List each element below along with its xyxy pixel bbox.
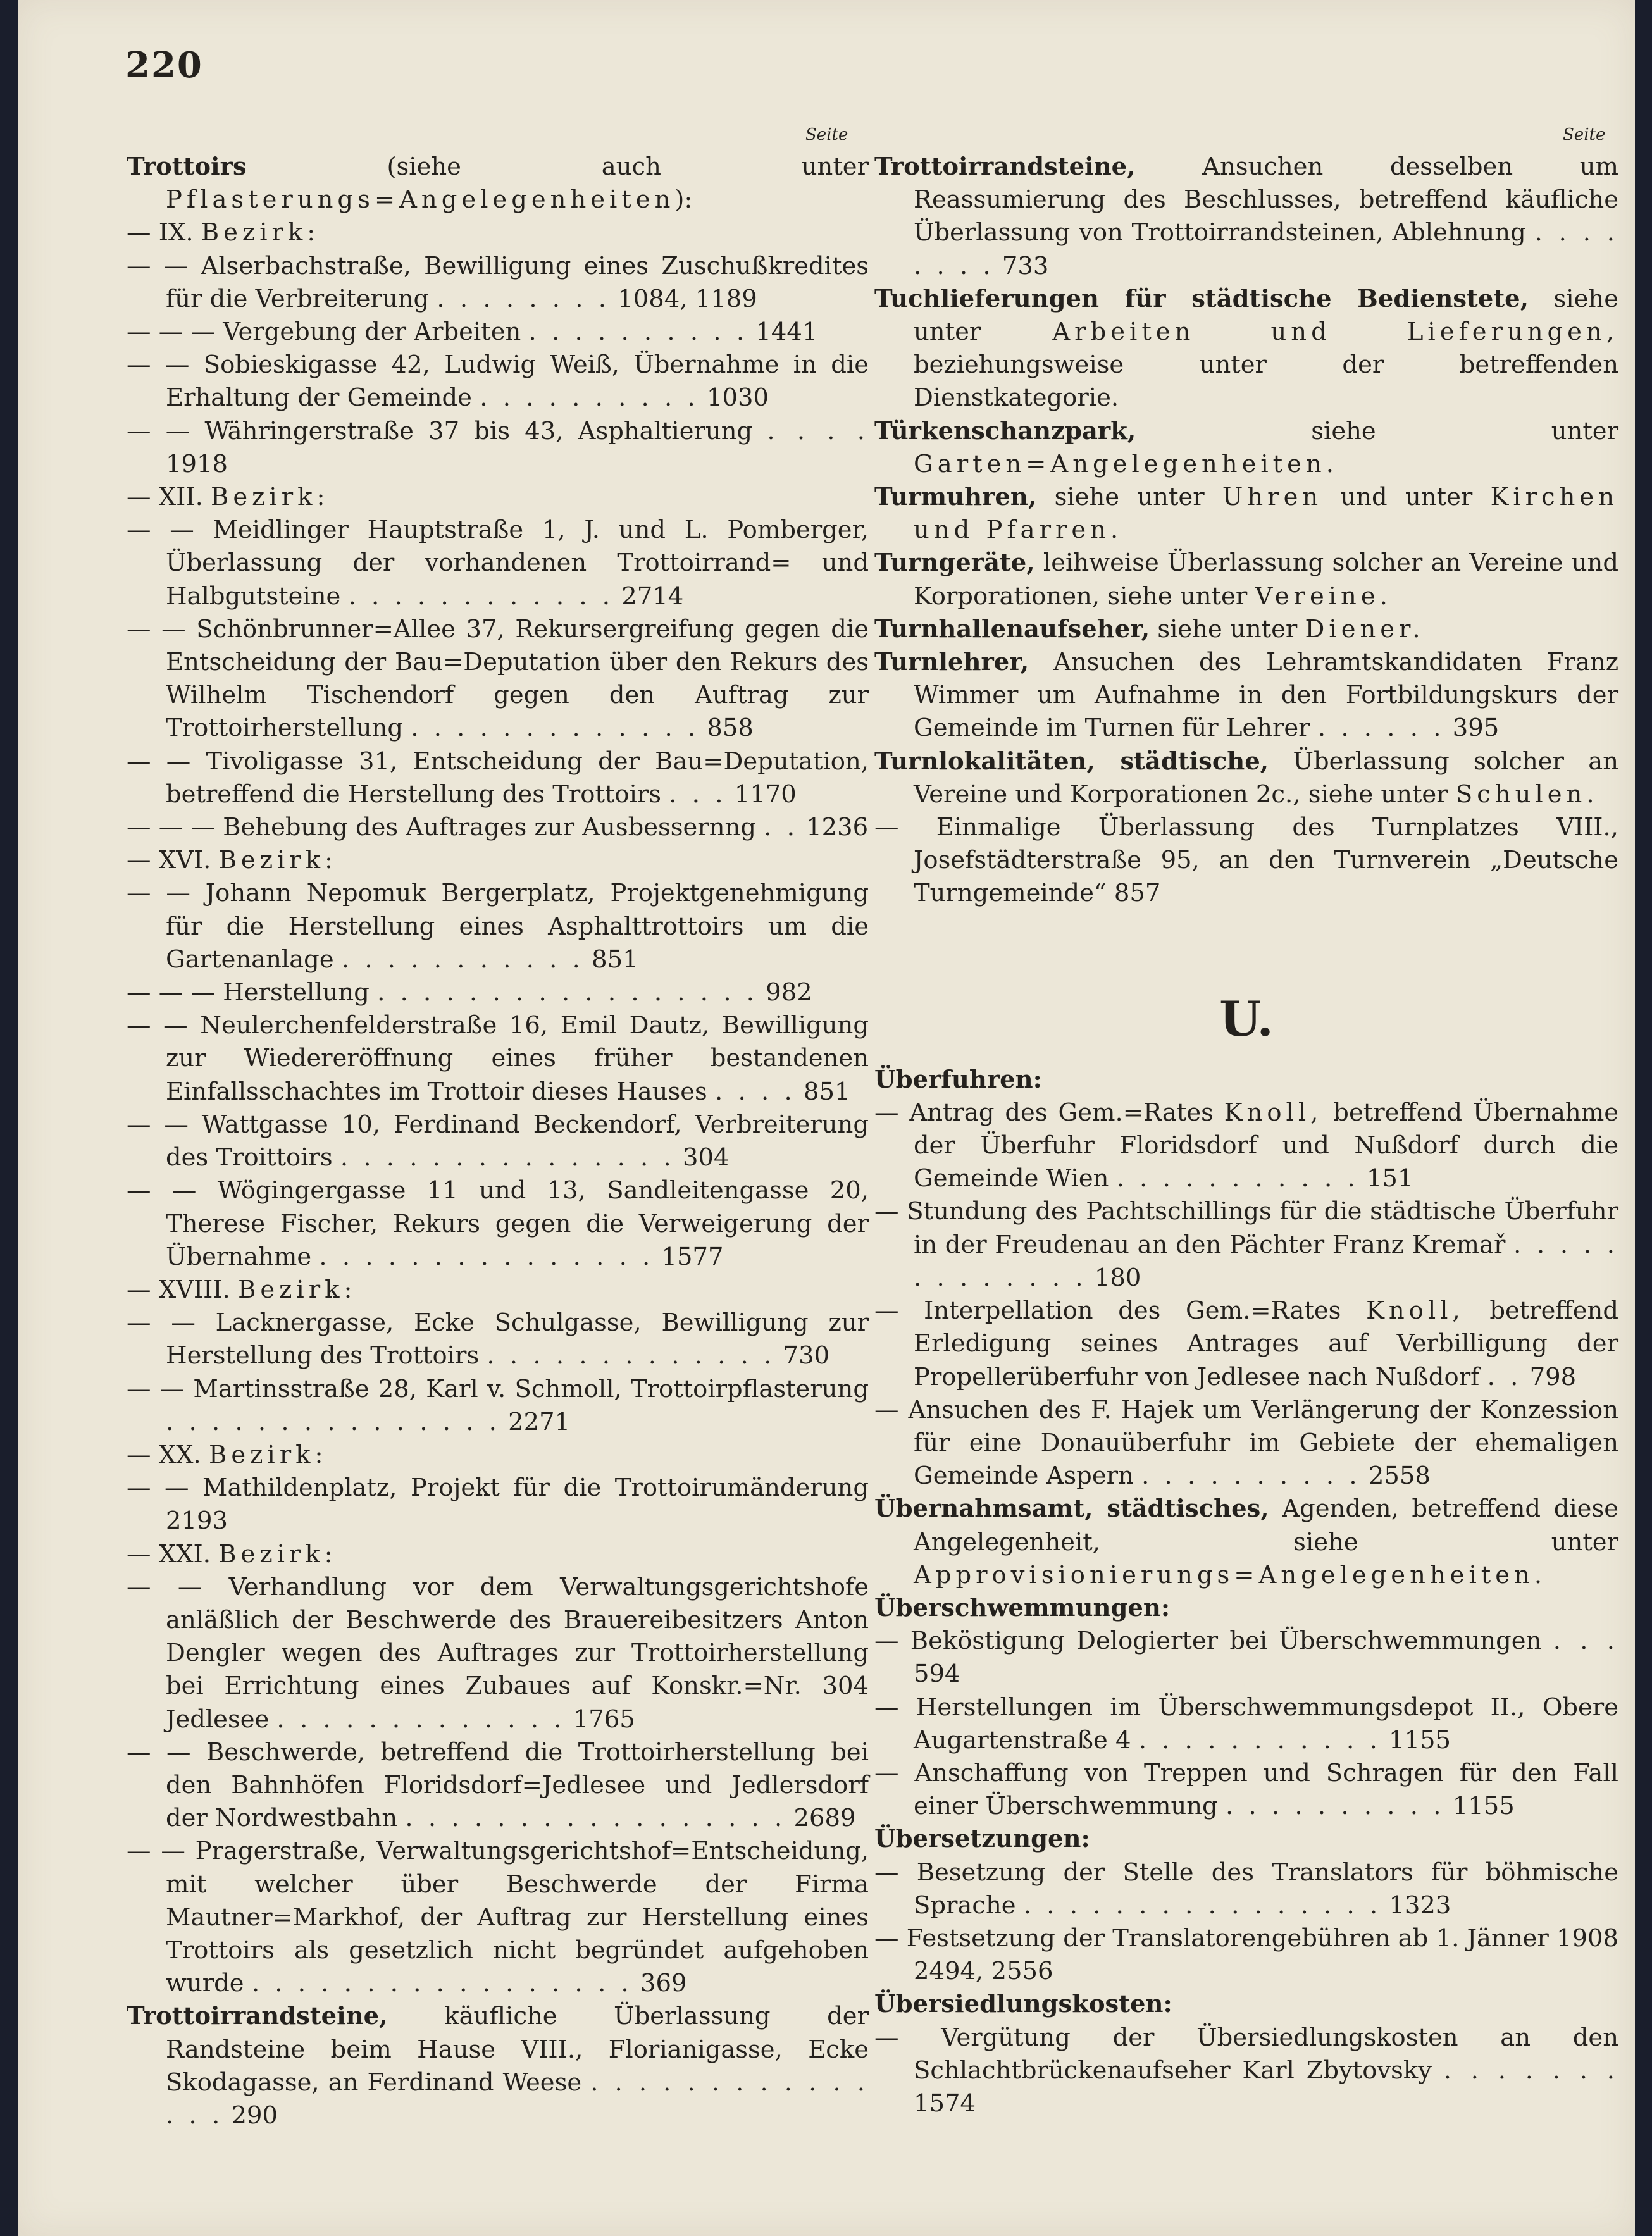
index-entry: — — Meidlinger Hauptstraße 1, J. und L. Pomberger, Überlassung der vorhandenen Trottoirrand= und Halbgutsteine . . . . . . . . . . . . 2714 (127, 516, 869, 611)
headword: Turngeräte, (874, 549, 1035, 578)
page-ref: 2689 (793, 1804, 856, 1833)
index-entry: Turmuhren, siehe unter Uhren und unter Kirchen und Pfarren. (874, 483, 1618, 545)
headword: Tuchlieferungen für städtische Bedienstete, (874, 284, 1529, 313)
page-ref: 594 (914, 1660, 960, 1689)
headword: Trottoirs (127, 152, 247, 181)
index-entry: — Interpellation des Gem.=Rates Knoll, betreffend Erledigung seines Antrages auf Verbilligung der Propellerüberfuhr von Jedlesee nach Nußdorf . . 798 (874, 1296, 1618, 1391)
index-entry: Turngeräte, leihweise Überlassung solcher an Vereine und Korporationen, siehe unter Vereine. (874, 549, 1618, 611)
index-entry: Trottoirrandsteine, Ansuchen desselben um Reassumierung des Beschlusses, betreffend käufliche Überlassung von Trottoirrandsteinen, Ablehnung . . . . . . . . 733 (874, 152, 1618, 280)
page-ref: 1155 (1452, 1792, 1515, 1821)
index-entry: Trottoirrandsteine, käufliche Überlassung der Randsteine beim Hause VIII., Florianigasse, Ecke Skodagasse, an Ferdinand Weese . . . . . . . . . . . . . . . 290 (127, 2002, 869, 2130)
page-ref: 395 (1452, 714, 1500, 743)
headword: Turnlehrer, (874, 648, 1029, 677)
section-heading: Überfuhren: (874, 1065, 1042, 1094)
page-ref: 180 (1094, 1263, 1141, 1292)
section-heading: Übersetzungen: (874, 1825, 1090, 1854)
page-ref: 1155 (1388, 1725, 1451, 1755)
index-entry: — — Neulerchenfelderstraße 16, Emil Dautz, Bewilligung zur Wiedereröffnung eines früher bestandenen Einfallsschachtes im Trottoir dieses Hauses . . . . 851 (127, 1011, 869, 1106)
headword: Trottoirrandsteine, (874, 152, 1136, 181)
left-column (127, 151, 869, 2132)
headword: Türkenschanzpark, (874, 416, 1136, 445)
page-ref: 1236 (806, 813, 869, 842)
index-entry: — Besetzung der Stelle des Translators für böhmische Sprache . . . . . . . . . . . . . . . . 1323 (874, 1858, 1618, 1920)
page-ref: 2494, 2556 (914, 1957, 1053, 1986)
index-entry: Turnlokalitäten, städtische, Überlassung solcher an Vereine und Korporationen 2c., siehe unter Schulen. (874, 747, 1619, 809)
letter-heading: U. (1219, 990, 1274, 1047)
index-entry: Trottoirs (siehe auch unter Pflasterungs=Angelegenheiten): (127, 152, 869, 214)
page-ref: 1765 (573, 1705, 635, 1734)
index-entry: — — Johann Nepomuk Bergerplatz, Projektgenehmigung für die Herstellung eines Asphalttrottoirs um die Gartenanlage . . . . . . . . . . . 851 (127, 879, 869, 974)
index-entry: — — Mathildenplatz, Projekt für die Trottoirumänderung 2193 (127, 1474, 869, 1536)
index-entry: — — Wögingergasse 11 und 13, Sandleitengasse 20, Therese Fischer, Rekurs gegen die Verweigerung der Übernahme . . . . . . . . . . . . . . . 1577 (127, 1176, 869, 1271)
page-ref: 798 (1529, 1362, 1577, 1391)
index-entry: — Vergütung der Übersiedlungskosten an den Schlachtbrückenaufseher Karl Zbytovsky . . . . . . . 1574 (874, 2023, 1618, 2118)
page-number: 220 (125, 44, 203, 86)
index-entry: Turnhallenaufseher, siehe unter Diener. (874, 614, 1425, 643)
page-ref: 2714 (621, 581, 684, 611)
page-ref: 1574 (914, 2089, 976, 2118)
page-ref: 2558 (1368, 1462, 1431, 1491)
column-label-left: Seite (805, 125, 848, 144)
index-entry: — — — Vergebung der Arbeiten . . . . . . . . . . 1441 (127, 318, 818, 347)
index-entry: — Festsetzung der Translatorengebühren ab 1. Jänner 1908 2494, 2556 (874, 1923, 1618, 1986)
district-heading: — IX. Bezirk: (127, 218, 320, 247)
page-ref: 290 (231, 2101, 278, 2130)
page-ref: 733 (1002, 251, 1049, 280)
page-ref: 857 (1114, 879, 1161, 908)
index-entry: — — — Herstellung . . . . . . . . . . . . . . . . . 982 (127, 978, 812, 1007)
index-entry: — — Alserbachstraße, Bewilligung eines Zuschußkredites für die Verbreiterung . . . . . . . . 1084, 1189 (127, 251, 869, 313)
index-entry: — Ansuchen des F. Hajek um Verlängerung der Konzession für eine Donauüberfuhr im Gebiete der ehemaligen Gemeinde Aspern . . . . . . . . . . 2558 (874, 1395, 1618, 1491)
district-heading: — XII. Bezirk: (127, 483, 330, 512)
district-heading: — XVI. Bezirk: (127, 846, 338, 875)
index-entry: Türkenschanzpark, siehe unter Garten=Angelegenheiten. (874, 416, 1618, 478)
index-entry: Turnlehrer, Ansuchen des Lehramtskandidaten Franz Wimmer um Aufnahme in den Fortbildungskurs der Gemeinde im Turnen für Lehrer . . . . . . 395 (874, 648, 1618, 743)
page-ref: 1084, 1189 (618, 284, 757, 313)
page-ref: 304 (683, 1143, 730, 1172)
index-entry: — Einmalige Überlassung des Turnplatzes VIII., Josefstädterstraße 95, an den Turnverein „Deutsche Turngemeinde“ 857 (874, 813, 1618, 908)
index-entry: — Herstellungen im Überschwemmungsdepot II., Obere Augartenstraße 4 . . . . . . . . . . . 1155 (874, 1693, 1618, 1755)
index-entry: — — Wattgasse 10, Ferdinand Beckendorf, Verbreiterung des Troittoirs . . . . . . . . . . . . . . . 304 (127, 1110, 869, 1172)
index-entry: — Anschaffung von Treppen und Schragen für den Fall einer Überschwemmung . . . . . . . . . . 1155 (874, 1758, 1618, 1821)
page-ref: 858 (707, 714, 754, 743)
headword: Turmuhren, (874, 483, 1037, 512)
index-entry: — — Lacknergasse, Ecke Schulgasse, Bewilligung zur Herstellung des Trottoirs . . . . . . . . . . . . . 730 (127, 1308, 869, 1370)
index-entry: — — Währingerstraße 37 bis 43, Asphaltierung . . . . 1918 (127, 416, 869, 478)
page-ref: 2193 (166, 1506, 228, 1536)
index-entry: — Stundung des Pachtschillings für die städtische Überfuhr in der Freudenau an den Pächter Franz Kremař . . . . . . . . . . . . . 180 (874, 1197, 1618, 1292)
right-column (874, 151, 1618, 2120)
page-ref: 369 (640, 1969, 687, 1998)
index-page (18, 0, 1635, 2236)
page-ref: 851 (803, 1077, 850, 1106)
index-entry: — — Pragerstraße, Verwaltungsgerichtshof=Entscheidung, mit welcher über Beschwerde der Firma Mautner=Markhof, der Auftrag zur Herstellung eines Trottoirs als gesetzlich nicht begründet aufgehoben wurde . . . . . . . . . . . . . . . . . 369 (127, 1837, 869, 1998)
page-ref: 730 (783, 1341, 830, 1370)
page-ref: 2271 (508, 1407, 571, 1436)
page-ref: 151 (1366, 1164, 1413, 1193)
district-heading: — XXI. Bezirk: (127, 1539, 337, 1568)
index-entry: Übernahmsamt, städtisches, Agenden, betreffend diese Angelegenheit, siehe unter Approvisionierungs=Angelegenheiten. (874, 1494, 1618, 1589)
index-entry: — — Schönbrunner=Allee 37, Rekursergreifung gegen die Entscheidung der Bau=Deputation über den Rekurs des Wilhelm Tischendorf gegen den Auftrag zur Trottoirherstellung . . . . . . . . . . . . . 858 (127, 614, 869, 743)
index-entry: — Beköstigung Delogierter bei Überschwemmungen . . . 594 (874, 1627, 1618, 1689)
page-ref: 1170 (734, 779, 797, 809)
index-entry: — — Beschwerde, betreffend die Trottoirherstellung bei den Bahnhöfen Floridsdorf=Jedlesee und Jedlersdorf der Nordwestbahn . . . . . . . . . . . . . . . . . 2689 (127, 1737, 869, 1833)
headword: Übernahmsamt, städtisches, (874, 1494, 1269, 1524)
page-ref: 851 (592, 945, 638, 974)
page-ref: 1918 (166, 449, 228, 478)
index-entry: — — Tivoligasse 31, Entscheidung der Bau=Deputation, betreffend die Herstellung des Trottoirs . . . 1170 (127, 747, 869, 809)
district-heading: — XX. Bezirk: (127, 1440, 328, 1469)
section-heading: Übersiedlungskosten: (874, 1990, 1172, 2019)
headword: Trottoirrandsteine, (127, 2002, 388, 2031)
index-entry: Tuchlieferungen für städtische Bedienstete, siehe unter Arbeiten und Lieferungen, beziehungsweise unter der betreffenden Dienstkategorie. (874, 284, 1618, 413)
index-entry: — — — Behebung des Auftrages zur Ausbessernng . . 1236 (127, 813, 869, 842)
headword: Turnhallenaufseher, (874, 614, 1150, 643)
page-ref: 1441 (755, 318, 818, 347)
section-heading: Überschwemmungen: (874, 1593, 1171, 1622)
index-entry: — — Verhandlung vor dem Verwaltungsgerichtshofe anläßlich der Beschwerde des Brauereibesitzers Anton Dengler wegen des Auftrages zur Trottoirherstellung bei Errichtung eines Zubaues auf Konskr.=Nr. 304 Jedlesee . . . . . . . . . . . . . 1765 (127, 1572, 869, 1734)
page-ref: 1030 (707, 383, 769, 413)
index-entry: — — Martinsstraße 28, Karl v. Schmoll, Trottoirpflasterung . . . . . . . . . . . . . . . 2271 (127, 1374, 869, 1436)
page-ref: 1323 (1389, 1891, 1451, 1920)
district-heading: — XVIII. Bezirk: (127, 1275, 357, 1304)
page-ref: 1577 (661, 1242, 724, 1271)
page-ref: 982 (766, 978, 812, 1007)
column-label-right: Seite (1563, 125, 1606, 144)
headword: Turnlokalitäten, städtische, (874, 747, 1269, 776)
index-entry: — Antrag des Gem.=Rates Knoll, betreffend Übernahme der Überfuhr Floridsdorf und Nußdorf durch die Gemeinde Wien . . . . . . . . . . . 151 (874, 1098, 1618, 1193)
index-entry: — — Sobieskigasse 42, Ludwig Weiß, Übernahme in die Erhaltung der Gemeinde . . . . . . . . . . 1030 (127, 351, 869, 413)
